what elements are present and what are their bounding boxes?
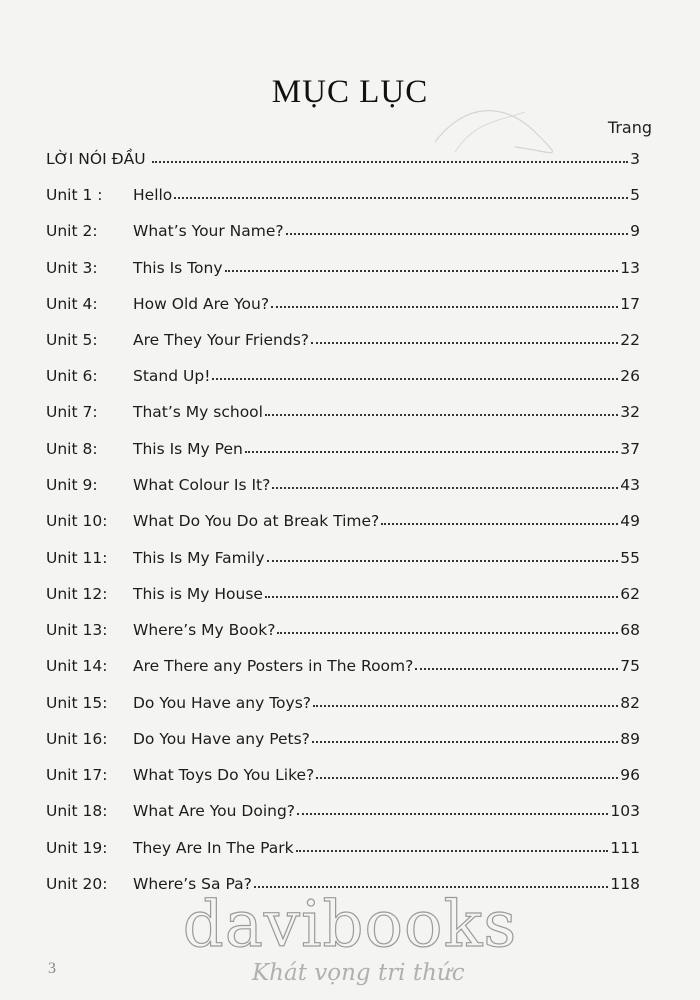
toc-page-number: 49 <box>620 512 640 530</box>
toc-unit-label: Unit 18: <box>46 802 108 820</box>
toc-unit-label: Unit 19: <box>46 839 108 857</box>
toc-leader-dots <box>225 270 619 272</box>
toc-row[interactable] <box>46 470 640 494</box>
toc-page-number: 5 <box>630 186 640 204</box>
toc-entry-title: This Is My Pen <box>133 440 243 458</box>
toc-leader-dots <box>316 777 618 779</box>
toc-unit-label: Unit 7: <box>46 403 98 421</box>
toc-unit-label: Unit 14: <box>46 657 108 675</box>
toc-leader-dots <box>152 161 629 163</box>
toc-page-number: 26 <box>620 367 640 385</box>
toc-row[interactable] <box>46 397 640 421</box>
page-number: 3 <box>48 960 56 977</box>
toc-leader-dots <box>297 813 608 815</box>
toc-page-number: 13 <box>620 259 640 277</box>
toc-row[interactable] <box>46 289 640 313</box>
toc-page-number: 55 <box>620 549 640 567</box>
toc-entry-title: This is My House <box>133 585 263 603</box>
toc-leader-dots <box>212 378 618 380</box>
toc-row[interactable] <box>46 724 640 748</box>
toc-leader-dots <box>174 197 628 199</box>
toc-page-number: 43 <box>620 476 640 494</box>
toc-leader-dots <box>296 850 609 852</box>
toc-page-number: 68 <box>620 621 640 639</box>
toc-entry-title: This Is Tony <box>133 259 223 277</box>
toc-leader-dots <box>277 632 618 634</box>
toc-entry-title: Stand Up! <box>133 367 211 385</box>
toc-page-number: 17 <box>620 295 640 313</box>
toc-entry-title: Do You Have any Toys? <box>133 694 311 712</box>
page-title: MỤC LỤC <box>271 74 429 110</box>
toc-unit-label: Unit 11: <box>46 549 108 567</box>
toc-row[interactable] <box>46 325 640 349</box>
toc-page-number: 37 <box>620 440 640 458</box>
toc-row[interactable] <box>46 543 640 567</box>
toc-page-number: 82 <box>620 694 640 712</box>
toc-entry-title: They Are In The Park <box>133 839 294 857</box>
toc-leader-dots <box>313 705 618 707</box>
toc-row[interactable] <box>46 688 640 712</box>
toc-unit-label: Unit 3: <box>46 259 98 277</box>
toc-page-number: 103 <box>610 802 640 820</box>
toc-entry-title: What Toys Do You Like? <box>133 766 315 784</box>
toc-row[interactable] <box>46 760 640 784</box>
toc-leader-dots <box>265 414 618 416</box>
toc-entry-title: Where’s My Book? <box>133 621 276 639</box>
toc-unit-label: Unit 1 : <box>46 186 103 204</box>
toc-unit-label: Unit 5: <box>46 331 98 349</box>
toc-unit-label: Unit 17: <box>46 766 108 784</box>
toc-page-number: 22 <box>620 331 640 349</box>
toc-entry-title: How Old Are You? <box>133 295 270 313</box>
toc-unit-label: Unit 15: <box>46 694 108 712</box>
toc-page-number: 32 <box>620 403 640 421</box>
toc-entry-title: This Is My Family <box>133 549 265 567</box>
toc-leader-dots <box>415 668 618 670</box>
toc-page-number: 9 <box>630 222 640 240</box>
toc-page-number: 75 <box>620 657 640 675</box>
toc-unit-label: Unit 16: <box>46 730 108 748</box>
toc-row[interactable] <box>46 615 640 639</box>
toc-row[interactable] <box>46 579 640 603</box>
toc-unit-label: Unit 8: <box>46 440 98 458</box>
watermark-brand: davibooks <box>182 888 518 962</box>
toc-unit-label: Unit 13: <box>46 621 108 639</box>
toc-row[interactable] <box>46 180 640 204</box>
toc-entry-title: Hello <box>133 186 173 204</box>
toc-unit-label: Unit 4: <box>46 295 98 313</box>
toc-row[interactable] <box>46 434 640 458</box>
toc-page-number: 118 <box>610 875 640 893</box>
toc-entry-title: What’s Your Name? <box>133 222 284 240</box>
toc-page-number: 111 <box>610 839 640 857</box>
toc-leader-dots <box>265 596 618 598</box>
toc-page-number: 96 <box>620 766 640 784</box>
toc-page-number: 62 <box>620 585 640 603</box>
toc-leader-dots <box>272 487 618 489</box>
toc-leader-dots <box>245 451 618 453</box>
toc-row[interactable] <box>46 253 640 277</box>
toc-leader-dots <box>312 741 618 743</box>
toc-entry-title: Do You Have any Pets? <box>133 730 310 748</box>
toc-unit-label: LỜI NÓI ĐẦU <box>46 150 146 168</box>
toc-leader-dots <box>271 306 618 308</box>
toc-row[interactable] <box>46 361 640 385</box>
toc-row[interactable] <box>46 216 640 240</box>
toc-leader-dots <box>381 523 618 525</box>
toc-page-number: 3 <box>630 150 640 168</box>
toc-row[interactable] <box>46 651 640 675</box>
toc-entry-title: That’s My school <box>133 403 263 421</box>
toc-entry-title: Are They Your Friends? <box>133 331 310 349</box>
toc-unit-label: Unit 2: <box>46 222 98 240</box>
toc-page-number: 89 <box>620 730 640 748</box>
toc-unit-label: Unit 10: <box>46 512 108 530</box>
toc-row[interactable] <box>46 506 640 530</box>
toc-row[interactable] <box>46 144 640 168</box>
page-column-label: Trang <box>607 118 652 137</box>
toc-row[interactable] <box>46 833 640 857</box>
toc-leader-dots <box>267 560 619 562</box>
toc-unit-label: Unit 6: <box>46 367 98 385</box>
toc-entry-title: What Do You Do at Break Time? <box>133 512 380 530</box>
toc-entry-title: What Are You Doing? <box>133 802 296 820</box>
watermark-slogan: Khát vọng tri thức <box>252 960 465 986</box>
toc-entry-title: Where’s Sa Pa? <box>133 875 252 893</box>
toc-leader-dots <box>311 342 618 344</box>
toc-row[interactable] <box>46 796 640 820</box>
toc-unit-label: Unit 20: <box>46 875 108 893</box>
toc-entry-title: What Colour Is It? <box>133 476 271 494</box>
toc-unit-label: Unit 9: <box>46 476 98 494</box>
toc-unit-label: Unit 12: <box>46 585 108 603</box>
toc-leader-dots <box>286 233 628 235</box>
toc-entry-title: Are There any Posters in The Room? <box>133 657 414 675</box>
